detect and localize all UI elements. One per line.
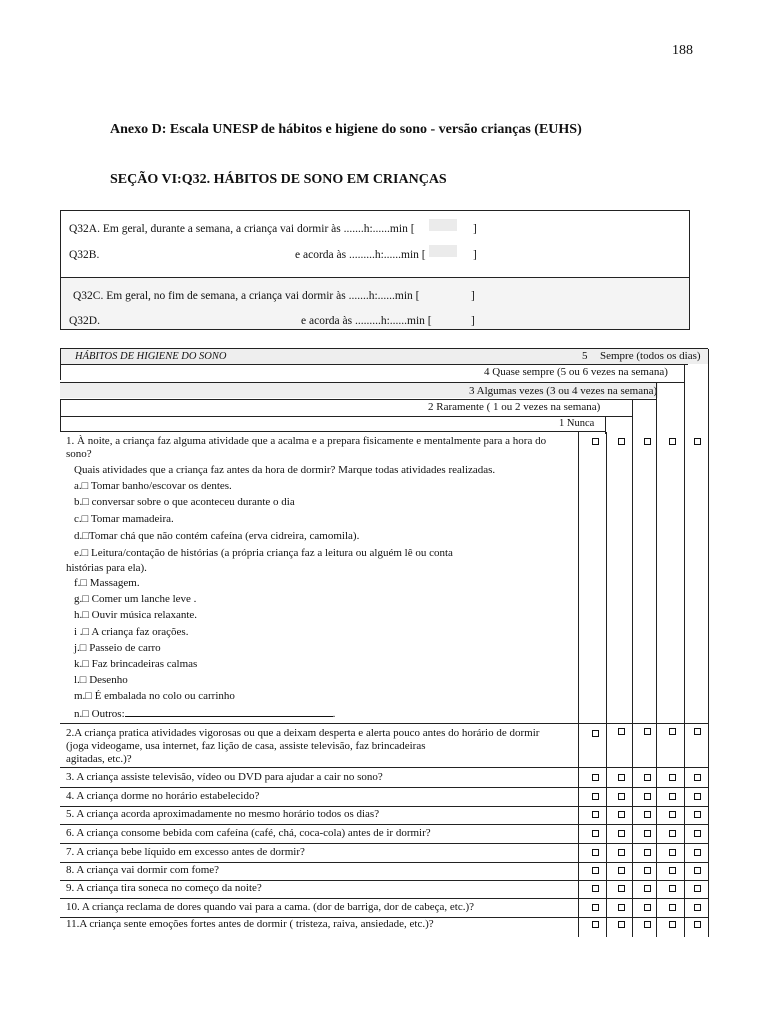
- row-line-5: [60, 824, 708, 825]
- header-line-2: [60, 399, 656, 400]
- activity-c[interactable]: c.□ Tomar mamadeira.: [74, 513, 174, 525]
- item-11-checkbox-3[interactable]: [644, 921, 651, 928]
- item-3-checkbox-4[interactable]: [669, 774, 676, 781]
- item-4-text: 4. A criança dorme no horário estabelecido?: [66, 790, 260, 802]
- annex-title: Anexo D: Escala UNESP de hábitos e higiene do sono - versão crianças (EUHS): [110, 122, 582, 137]
- q32b-close: ]: [473, 249, 477, 261]
- item-5-checkbox-4[interactable]: [669, 811, 676, 818]
- q32b-text: e acorda às .........h:......min [: [295, 249, 426, 261]
- scale-5-label: Sempre (todos os dias): [600, 350, 701, 362]
- time-questions-box: [60, 210, 690, 330]
- activity-e[interactable]: e.□ Leitura/contação de histórias (a própria criança faz a leitura ou alguém lê ou conta: [74, 547, 453, 559]
- item-4-checkbox-5[interactable]: [694, 793, 701, 800]
- activity-n[interactable]: n.□ Outros: .: [74, 708, 336, 720]
- activity-j[interactable]: j.□ Passeio de carro: [74, 642, 161, 654]
- activity-d[interactable]: d.□Tomar chá que não contém cafeína (erva cidreira, camomila).: [74, 530, 360, 542]
- col-divider-5: [684, 364, 685, 937]
- row-line-1: [60, 723, 708, 724]
- item-3-checkbox-1[interactable]: [592, 774, 599, 781]
- item-3-text: 3. A criança assiste televisão, vídeo ou DVD para ajudar a cair no sono?: [66, 771, 383, 783]
- item-2-checkbox-1[interactable]: [592, 730, 599, 737]
- item-3-checkbox-5[interactable]: [694, 774, 701, 781]
- item-2-checkbox-2[interactable]: [618, 728, 625, 735]
- item-7-checkbox-2[interactable]: [618, 849, 625, 856]
- row-line-7: [60, 862, 708, 863]
- item-6-checkbox-3[interactable]: [644, 830, 651, 837]
- q32d-label: Q32D.: [69, 315, 100, 327]
- item-9-text: 9. A criança tira soneca no começo da noite?: [66, 882, 262, 894]
- item-5-text: 5. A criança acorda aproximadamente no mesmo horário todos os dias?: [66, 808, 380, 820]
- activity-m[interactable]: m.□ É embalada no colo ou carrinho: [74, 690, 235, 702]
- table-header: HÁBITOS DE HIGIENE DO SONO: [75, 351, 227, 362]
- item-6-checkbox-5[interactable]: [694, 830, 701, 837]
- item-11-checkbox-4[interactable]: [669, 921, 676, 928]
- scale-5-number: 5: [582, 350, 588, 362]
- item-5-checkbox-1[interactable]: [592, 811, 599, 818]
- q32a-answer-field[interactable]: [429, 219, 457, 231]
- item-5-checkbox-5[interactable]: [694, 811, 701, 818]
- item-10-checkbox-2[interactable]: [618, 904, 625, 911]
- item-6-checkbox-4[interactable]: [669, 830, 676, 837]
- item-1-checkbox-4[interactable]: [669, 438, 676, 445]
- item-9-checkbox-2[interactable]: [618, 885, 625, 892]
- activity-b[interactable]: b.□ conversar sobre o que aconteceu durante o dia: [74, 496, 295, 508]
- item-8-checkbox-5[interactable]: [694, 867, 701, 874]
- item-9-checkbox-1[interactable]: [592, 885, 599, 892]
- item-3-checkbox-3[interactable]: [644, 774, 651, 781]
- activity-a[interactable]: a.□ Tomar banho/escovar os dentes.: [74, 480, 232, 492]
- item-1-checkbox-5[interactable]: [694, 438, 701, 445]
- item-10-checkbox-1[interactable]: [592, 904, 599, 911]
- row-line-6: [60, 843, 708, 844]
- header-line-4: [60, 364, 688, 365]
- q32b-label: Q32B.: [69, 249, 100, 261]
- col-divider-3: [632, 399, 633, 937]
- row-line-3: [60, 787, 708, 788]
- scale-4-label: 4 Quase sempre (5 ou 6 vezes na semana): [484, 366, 668, 378]
- item-8-checkbox-4[interactable]: [669, 867, 676, 874]
- scale-1-label: 1 Nunca: [559, 418, 595, 429]
- q32d-close: ]: [471, 315, 475, 327]
- activity-h[interactable]: h.□ Ouvir música relaxante.: [74, 609, 198, 621]
- item-2-checkbox-5[interactable]: [694, 728, 701, 735]
- item-7-checkbox-1[interactable]: [592, 849, 599, 856]
- item-8-checkbox-1[interactable]: [592, 867, 599, 874]
- row-line-4: [60, 806, 708, 807]
- item-4-checkbox-4[interactable]: [669, 793, 676, 800]
- row-line-2: [60, 767, 708, 768]
- item-5-checkbox-2[interactable]: [618, 811, 625, 818]
- item-11-text: 11.A criança sente emoções fortes antes de dormir ( tristeza, raiva, ansiedade, etc.)?: [66, 918, 434, 930]
- item-9-checkbox-3[interactable]: [644, 885, 651, 892]
- item-1-line2: sono?: [66, 448, 92, 460]
- q32c-text: Q32C. Em geral, no fim de semana, a criança vai dormir às .......h:......min [: [73, 290, 420, 302]
- item-9-checkbox-4[interactable]: [669, 885, 676, 892]
- col-divider-6: [708, 349, 709, 937]
- item-2-checkbox-3[interactable]: [644, 728, 651, 735]
- item-1-checkbox-1[interactable]: [592, 438, 599, 445]
- left-border-mid: [60, 399, 61, 432]
- row-line-9: [60, 898, 708, 899]
- col-divider-4: [656, 382, 657, 937]
- item-7-checkbox-3[interactable]: [644, 849, 651, 856]
- item-6-checkbox-2[interactable]: [618, 830, 625, 837]
- activities-prompt: Quais atividades que a criança faz antes da hora de dormir? Marque todas atividades realizadas.: [74, 464, 496, 476]
- item-7-text: 7. A criança bebe líquido em excesso antes de dormir?: [66, 846, 305, 858]
- item-3-checkbox-2[interactable]: [618, 774, 625, 781]
- item-5-checkbox-3[interactable]: [644, 811, 651, 818]
- item-8-checkbox-3[interactable]: [644, 867, 651, 874]
- activity-e-cont: histórias para ela).: [66, 562, 147, 574]
- item-6-checkbox-1[interactable]: [592, 830, 599, 837]
- item-6-text: 6. A criança consome bebida com cafeína (café, chá, coca-cola) antes de ir dormir?: [66, 827, 431, 839]
- item-2-checkbox-4[interactable]: [669, 728, 676, 735]
- item-2-line2: (joga videogame, usa internet, faz lição de casa, assiste televisão, faz brincadeiras: [66, 740, 426, 752]
- q32d-text: e acorda às .........h:......min [: [301, 315, 432, 327]
- q32c-close: ]: [471, 290, 475, 302]
- item-11-checkbox-5[interactable]: [694, 921, 701, 928]
- item-9-checkbox-5[interactable]: [694, 885, 701, 892]
- item-1-checkbox-2[interactable]: [618, 438, 625, 445]
- activity-l[interactable]: l.□ Desenho: [74, 674, 128, 686]
- item-2-line3: agitadas, etc.)?: [66, 753, 132, 765]
- item-10-checkbox-4[interactable]: [669, 904, 676, 911]
- scale-3-label: 3 Algumas vezes (3 ou 4 vezes na semana): [469, 385, 658, 397]
- q32a-text: Q32A. Em geral, durante a semana, a criança vai dormir às .......h:......min [: [69, 223, 415, 235]
- item-4-checkbox-1[interactable]: [592, 793, 599, 800]
- item-11-checkbox-2[interactable]: [618, 921, 625, 928]
- header-line-1: [60, 416, 632, 417]
- item-2-line1: 2.A criança pratica atividades vigorosas ou que a deixam desperta e alerta pouco antes do horário de dormir: [66, 727, 540, 739]
- activity-g[interactable]: g.□ Comer um lanche leve .: [74, 593, 197, 605]
- item-10-text: 10. A criança reclama de dores quando vai para a cama. (dor de barriga, dor de cabeça, etc.)?: [66, 901, 475, 913]
- item-1-checkbox-3[interactable]: [644, 438, 651, 445]
- item-8-text: 8. A criança vai dormir com fome?: [66, 864, 220, 876]
- item-8-checkbox-2[interactable]: [618, 867, 625, 874]
- page-number: 188: [672, 43, 693, 58]
- item-1-line1: 1. À noite, a criança faz alguma atividade que a acalma e a prepara fisicamente e mentalmente para a hora do: [66, 435, 547, 447]
- activity-i[interactable]: i .□ A criança faz orações.: [74, 626, 189, 638]
- activity-k[interactable]: k.□ Faz brincadeiras calmas: [74, 658, 198, 670]
- item-7-checkbox-5[interactable]: [694, 849, 701, 856]
- item-4-checkbox-3[interactable]: [644, 793, 651, 800]
- header-bottom-line: [60, 431, 606, 432]
- scale-2-label: 2 Raramente ( 1 ou 2 vezes na semana): [428, 401, 601, 413]
- activity-n-other-line[interactable]: [125, 707, 333, 717]
- item-10-checkbox-5[interactable]: [694, 904, 701, 911]
- item-4-checkbox-2[interactable]: [618, 793, 625, 800]
- item-10-checkbox-3[interactable]: [644, 904, 651, 911]
- row-line-8: [60, 880, 708, 881]
- item-7-checkbox-4[interactable]: [669, 849, 676, 856]
- box-divider: [61, 277, 689, 278]
- item-11-checkbox-1[interactable]: [592, 921, 599, 928]
- section-title: SEÇÃO VI:Q32. HÁBITOS DE SONO EM CRIANÇAS: [110, 172, 447, 187]
- q32a-close: ]: [473, 223, 477, 235]
- left-border-top: [60, 349, 61, 380]
- activity-n-label: n.□ Outros:: [74, 708, 125, 720]
- q32b-answer-field[interactable]: [429, 245, 457, 257]
- activity-f[interactable]: f.□ Massagem.: [74, 577, 140, 589]
